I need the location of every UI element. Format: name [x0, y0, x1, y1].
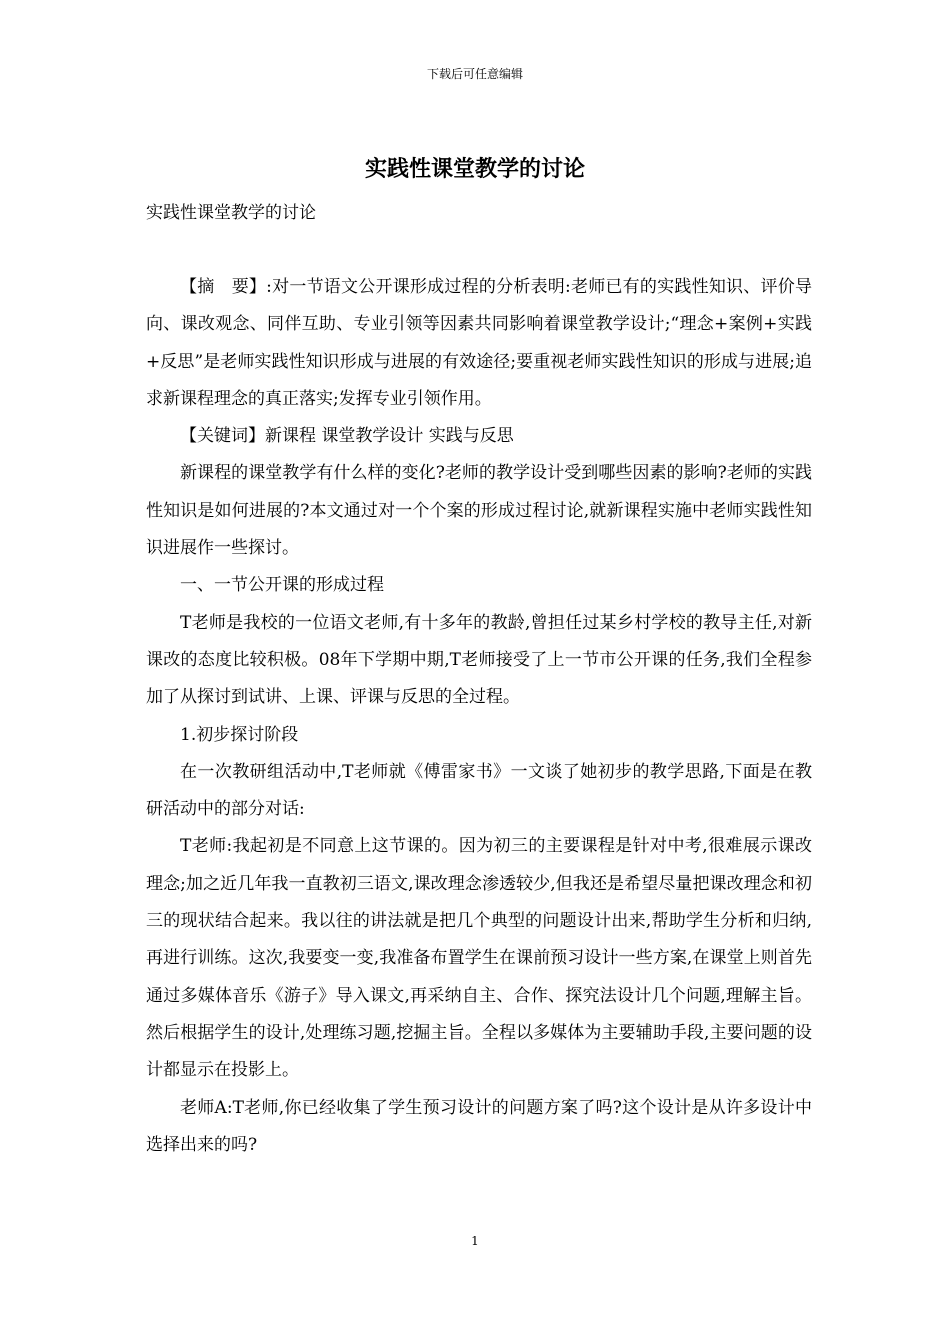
- subsection-heading: 1.初步探讨阶段: [180, 724, 299, 745]
- document-subtitle: 实践性课堂教学的讨论: [146, 203, 316, 223]
- section-heading: 一、一节公开课的形成过程: [180, 575, 384, 596]
- page-number: 1: [471, 1234, 479, 1248]
- dialogue-paragraph: 老师A:T老师,你已经收集了学生预习设计的问题方案了吗?这个设计是从许多设计中选择出来的吗?: [146, 1097, 812, 1155]
- dialogue-paragraph: T老师:我起初是不同意上这节课的。因为初三的主要课程是针对中考,很难展示课改理念;加之近几年我一直教初三语文,课改理念渗透较少,但我还是希望尽量把课改理念和初三的现状结合起来。我以往的讲法就是把几个典型的问题设计出来,帮助学生分析和归纳,再进行训练。这次,我要变一变,我准备布置学生在课前预习设计一些方案,在课堂上则首先通过多媒体音乐《游子》导入课文,再采纳自主、合作、探究法设计几个问题,理解主旨。然后根据学生的设计,处理练习题,挖掘主旨。全程以多媒体为主要辅助手段,主要问题的设计都显示在投影上。: [146, 836, 812, 1081]
- abstract-paragraph: 【摘 要】:对一节语文公开课形成过程的分析表明:老师已有的实践性知识、评价导向、课改观念、同伴互助、专业引领等因素共同影响着课堂教学设计;“理念+案例+实践+反思”是老师实践性知识形成与进展的有效途径;要重视老师实践性知识的形成与进展;追求新课程理念的真正落实;发挥专业引领作用。: [146, 277, 812, 409]
- keywords-paragraph: 【关键词】新课程 课堂教学设计 实践与反思: [180, 426, 514, 447]
- body-paragraph: T老师是我校的一位语文老师,有十多年的教龄,曾担任过某乡村学校的教导主任,对新课改的态度比较积极。08年下学期中期,T老师接受了上一节市公开课的任务,我们全程参加了从探讨到试讲、上课、评课与反思的全过程。: [146, 612, 812, 708]
- document-title: 实践性课堂教学的讨论: [364, 156, 585, 182]
- document-body: [146, 269, 812, 1164]
- body-paragraph: 新课程的课堂教学有什么样的变化?老师的教学设计受到哪些因素的影响?老师的实践性知识是如何进展的?本文通过对一个个案的形成过程讨论,就新课程实施中老师实践性知识进展作一些探讨。: [146, 463, 812, 559]
- page-header-note: 下载后可任意编辑: [426, 67, 523, 81]
- body-paragraph: 在一次教研组活动中,T老师就《傅雷家书》一文谈了她初步的教学思路,下面是在教研活动中的部分对话:: [146, 761, 812, 820]
